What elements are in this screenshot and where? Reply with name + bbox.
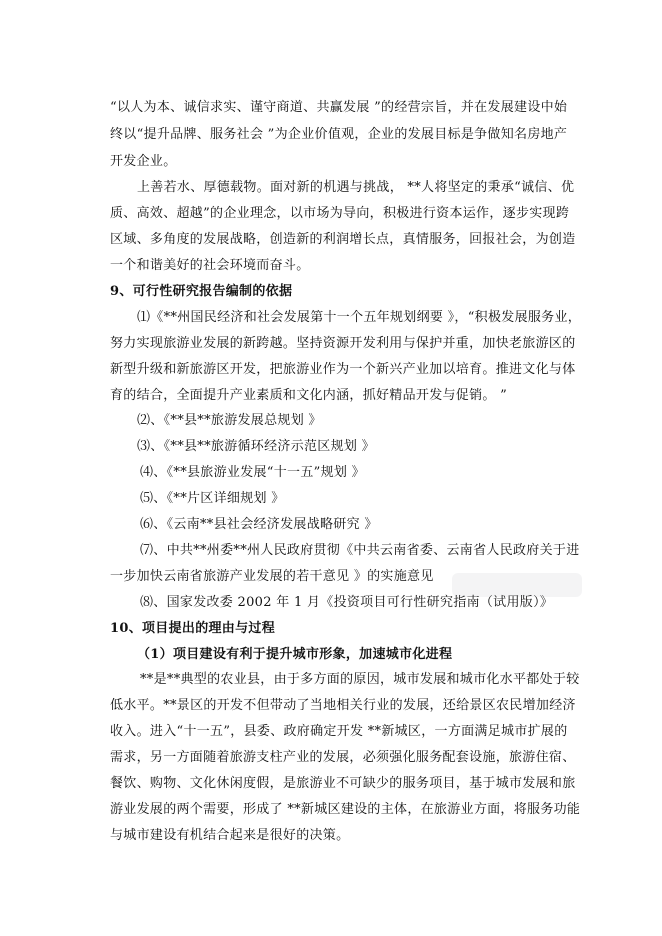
section-heading-9: 9、可行性研究报告编制的依据 (110, 284, 293, 299)
paragraph-line: 育的结合，全面提升产业素质和文化内涵，抓好精品开发与促销。 ” (110, 388, 508, 403)
reference-item: ⑸、《**片区详细规划 》 (140, 491, 285, 506)
paragraph-line: 努力实现旅游业发展的新跨越。坚持资源开发利用与保护并重，加快老旅游区的 (110, 336, 576, 351)
paragraph-line: 与城市建设有机结合起来是很好的决策。 (110, 828, 350, 843)
paragraph-line: 餐饮、购物、文化休闲度假，是旅游业不可缺少的服务项目，基于城市发展和旅 (110, 776, 576, 791)
paragraph-line: 收入。进入“十一五”，县委、政府确定开发 **新城区，一方面满足城市扩展的 (110, 724, 568, 739)
reference-item: ⑹、《云南**县社会经济发展战略研究 》 (140, 517, 378, 532)
reference-item: ⑻、国家发改委 2002 年 1 月《投资项目可行性研究指南（试用版）》 (140, 595, 554, 610)
paragraph-line: **是**典型的农业县，由于多方面的原因，城市发展和城市化水平都处于较 (140, 672, 580, 687)
paragraph-line: 终以“提升品牌、服务社会 ”为企业价值观，企业的发展目标是争做知名房地产 (110, 127, 568, 142)
reference-item: ⑷、《**县旅游业发展“十一五”规划 》 (140, 465, 365, 480)
subsection-heading-1: （1）项目建设有利于提升城市形象，加速城市化进程 (137, 647, 453, 662)
paragraph-line: 开发企业。 (110, 154, 177, 169)
paragraph-line: 需求，另一方面随着旅游支柱产业的发展，必须强化服务配套设施，旅游住宿、 (110, 750, 576, 765)
section-heading-10: 10、项目提出的理由与过程 (110, 621, 275, 636)
reference-item: ⑺、中共**州委**州人民政府贯彻《中共云南省委、云南省人民政府关于进 (140, 543, 580, 558)
paragraph-line: “以人为本、诚信求实、谨守商道、共赢发展 ”的经营宗旨，并在发展建设中始 (110, 100, 568, 115)
paragraph-line: 一步加快云南省旅游产业发展的若干意见 》的实施意见 (110, 569, 434, 584)
paragraph-line: 一个和谐美好的社会环境而奋斗。 (110, 258, 310, 273)
faint-watermark (452, 565, 582, 605)
paragraph-line: ⑴《**州国民经济和社会发展第十一个五年规划纲要 》，“积极发展服务业， (137, 310, 582, 325)
paragraph-line: 游业发展的两个需要，形成了 **新城区建设的主体，在旅游业方面，将服务功能 (110, 802, 581, 817)
paragraph-line: 质、高效、超越”的企业理念，以市场为导向，积极进行资本运作，逐步实现跨 (110, 206, 570, 221)
reference-item: ⑶、《**县**旅游循环经济示范区规划 》 (137, 439, 375, 454)
paragraph-line: 新型升级和新旅游区开发，把旅游业作为一个新兴产业加以培育。推进文化与体 (110, 362, 576, 377)
reference-item: ⑵、《**县**旅游发展总规划 》 (137, 413, 322, 428)
paragraph-line: 上善若水、厚德载物。面对新的机遇与挑战， **人将坚定的秉承“诚信、优 (137, 180, 575, 195)
paragraph-line: 低水平。**景区的开发不但带动了当地相关行业的发展，还给景区农民增加经济 (110, 698, 576, 713)
paragraph-line: 区域、多角度的发展战略，创造新的利润增长点，真情服务，回报社会，为创造 (110, 232, 576, 247)
